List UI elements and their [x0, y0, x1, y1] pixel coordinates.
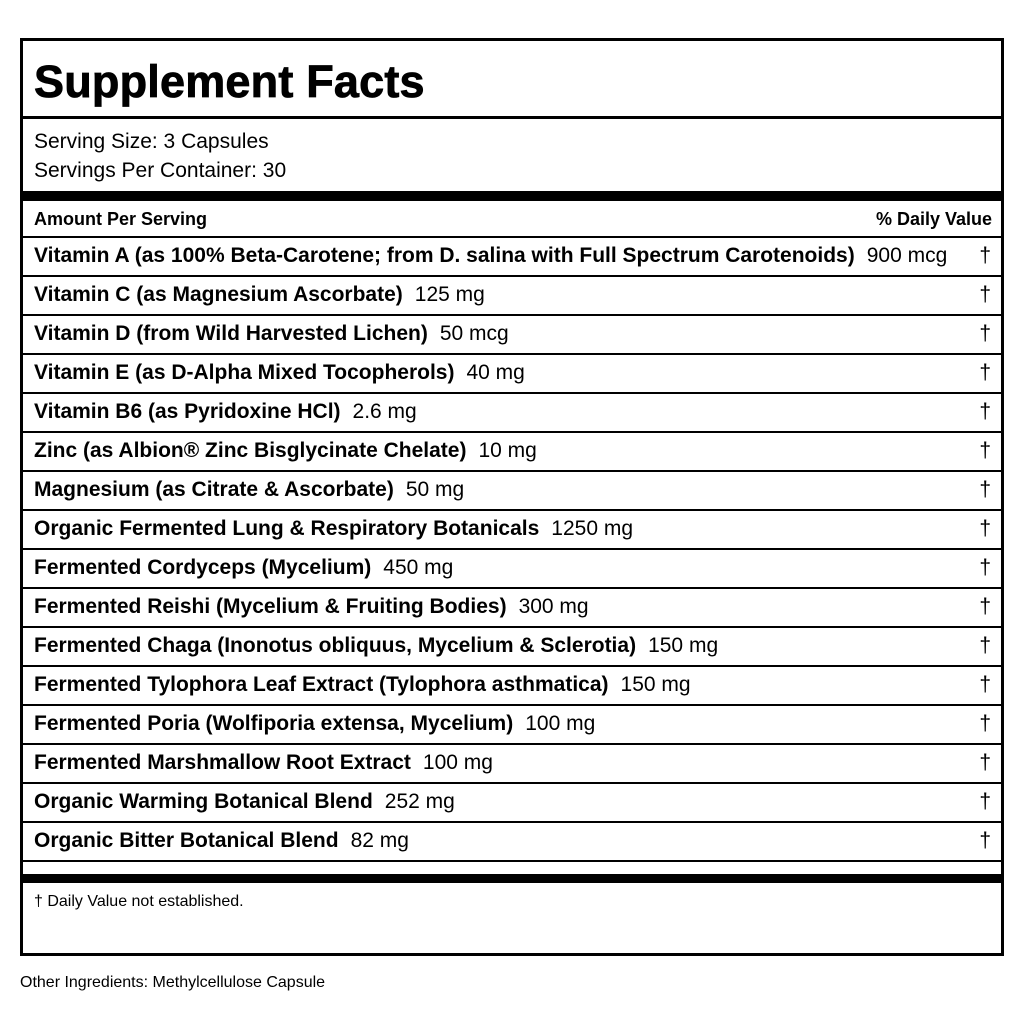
panel-title: Supplement Facts	[34, 56, 425, 107]
title-divider	[23, 116, 1001, 119]
nutrient-amount: 150 mg	[648, 634, 719, 657]
nutrient-row	[23, 587, 1001, 626]
daily-value-mark: †	[979, 283, 991, 306]
other-ingredients: Other Ingredients: Methylcellulose Capsule	[20, 974, 326, 991]
nutrient-name: Fermented Reishi (Mycelium & Fruiting Bodies)	[34, 595, 507, 618]
daily-value-mark: †	[979, 361, 991, 384]
daily-value-mark: †	[979, 673, 991, 696]
nutrient-row	[23, 626, 1001, 665]
nutrient-name: Vitamin B6 (as Pyridoxine HCl)	[34, 400, 341, 423]
nutrient-row	[23, 782, 1001, 821]
nutrient-amount: 2.6 mg	[352, 400, 417, 423]
nutrient-name: Vitamin C (as Magnesium Ascorbate)	[34, 283, 403, 306]
nutrient-row	[23, 353, 1001, 392]
nutrient-amount: 300 mg	[518, 595, 589, 618]
daily-value-mark: †	[979, 400, 991, 423]
amount-per-serving-header: Amount Per Serving	[34, 209, 208, 229]
daily-value-mark: †	[979, 751, 991, 774]
daily-value-mark: †	[979, 478, 991, 501]
daily-value-mark: †	[979, 517, 991, 540]
nutrient-amount: 100 mg	[422, 751, 493, 774]
nutrient-name: Fermented Tylophora Leaf Extract (Tylophora asthmatica)	[34, 673, 609, 696]
nutrient-row	[23, 314, 1001, 353]
nutrient-name: Vitamin D (from Wild Harvested Lichen)	[34, 322, 428, 345]
thick-divider-top	[23, 191, 1001, 201]
supplement-facts-panel	[20, 38, 1004, 956]
nutrient-row	[23, 821, 1001, 862]
daily-value-mark: †	[979, 712, 991, 735]
nutrient-row	[23, 548, 1001, 587]
daily-value-mark: †	[979, 790, 991, 813]
nutrient-name: Zinc (as Albion® Zinc Bisglycinate Chelate)	[34, 439, 467, 462]
nutrient-amount: 50 mg	[405, 478, 465, 501]
daily-value-mark: †	[979, 829, 991, 852]
nutrient-name: Fermented Chaga (Inonotus obliquus, Mycelium & Sclerotia)	[34, 634, 637, 657]
nutrient-amount: 100 mg	[525, 712, 596, 735]
nutrient-amount: 900 mcg	[866, 244, 948, 267]
daily-value-footnote: † Daily Value not established.	[34, 893, 244, 910]
nutrient-name: Fermented Cordyceps (Mycelium)	[34, 556, 372, 579]
nutrient-name: Fermented Poria (Wolfiporia extensa, Mycelium)	[34, 712, 514, 735]
nutrient-name: Organic Fermented Lung & Respiratory Botanicals	[34, 517, 540, 540]
thick-divider-bottom	[23, 874, 1001, 883]
nutrient-row	[23, 236, 1001, 275]
nutrient-row	[23, 509, 1001, 548]
nutrient-name: Vitamin E (as D-Alpha Mixed Tocopherols)	[34, 361, 455, 384]
nutrient-amount: 150 mg	[620, 673, 691, 696]
nutrient-amount: 125 mg	[414, 283, 485, 306]
nutrient-amount: 252 mg	[384, 790, 455, 813]
nutrient-row	[23, 392, 1001, 431]
nutrient-table	[23, 236, 1001, 862]
nutrient-amount: 82 mg	[350, 829, 409, 852]
daily-value-mark: †	[979, 634, 991, 657]
daily-value-mark: †	[979, 556, 991, 579]
servings-per-container: Servings Per Container: 30	[34, 159, 287, 182]
serving-size: Serving Size: 3 Capsules	[34, 130, 269, 153]
nutrient-amount: 40 mg	[466, 361, 525, 384]
nutrient-amount: 50 mcg	[439, 322, 509, 345]
nutrient-row	[23, 275, 1001, 314]
daily-value-mark: †	[979, 244, 991, 267]
nutrient-row	[23, 665, 1001, 704]
daily-value-mark: †	[979, 595, 991, 618]
nutrient-name: Magnesium (as Citrate & Ascorbate)	[34, 478, 394, 501]
nutrient-row	[23, 431, 1001, 470]
nutrient-amount: 10 mg	[478, 439, 537, 462]
nutrient-row	[23, 470, 1001, 509]
daily-value-mark: †	[979, 439, 991, 462]
daily-value-header: % Daily Value	[875, 209, 992, 229]
nutrient-name: Organic Warming Botanical Blend	[34, 790, 373, 813]
nutrient-name: Vitamin A (as 100% Beta-Carotene; from D. salina with Full Spectrum Carotenoids)	[34, 244, 855, 267]
nutrient-name: Organic Bitter Botanical Blend	[34, 829, 339, 852]
nutrient-name: Fermented Marshmallow Root Extract	[34, 751, 411, 774]
nutrient-amount: 450 mg	[383, 556, 454, 579]
nutrient-row	[23, 704, 1001, 743]
daily-value-mark: †	[979, 322, 991, 345]
nutrient-amount: 1250 mg	[551, 517, 634, 540]
nutrient-row	[23, 743, 1001, 782]
